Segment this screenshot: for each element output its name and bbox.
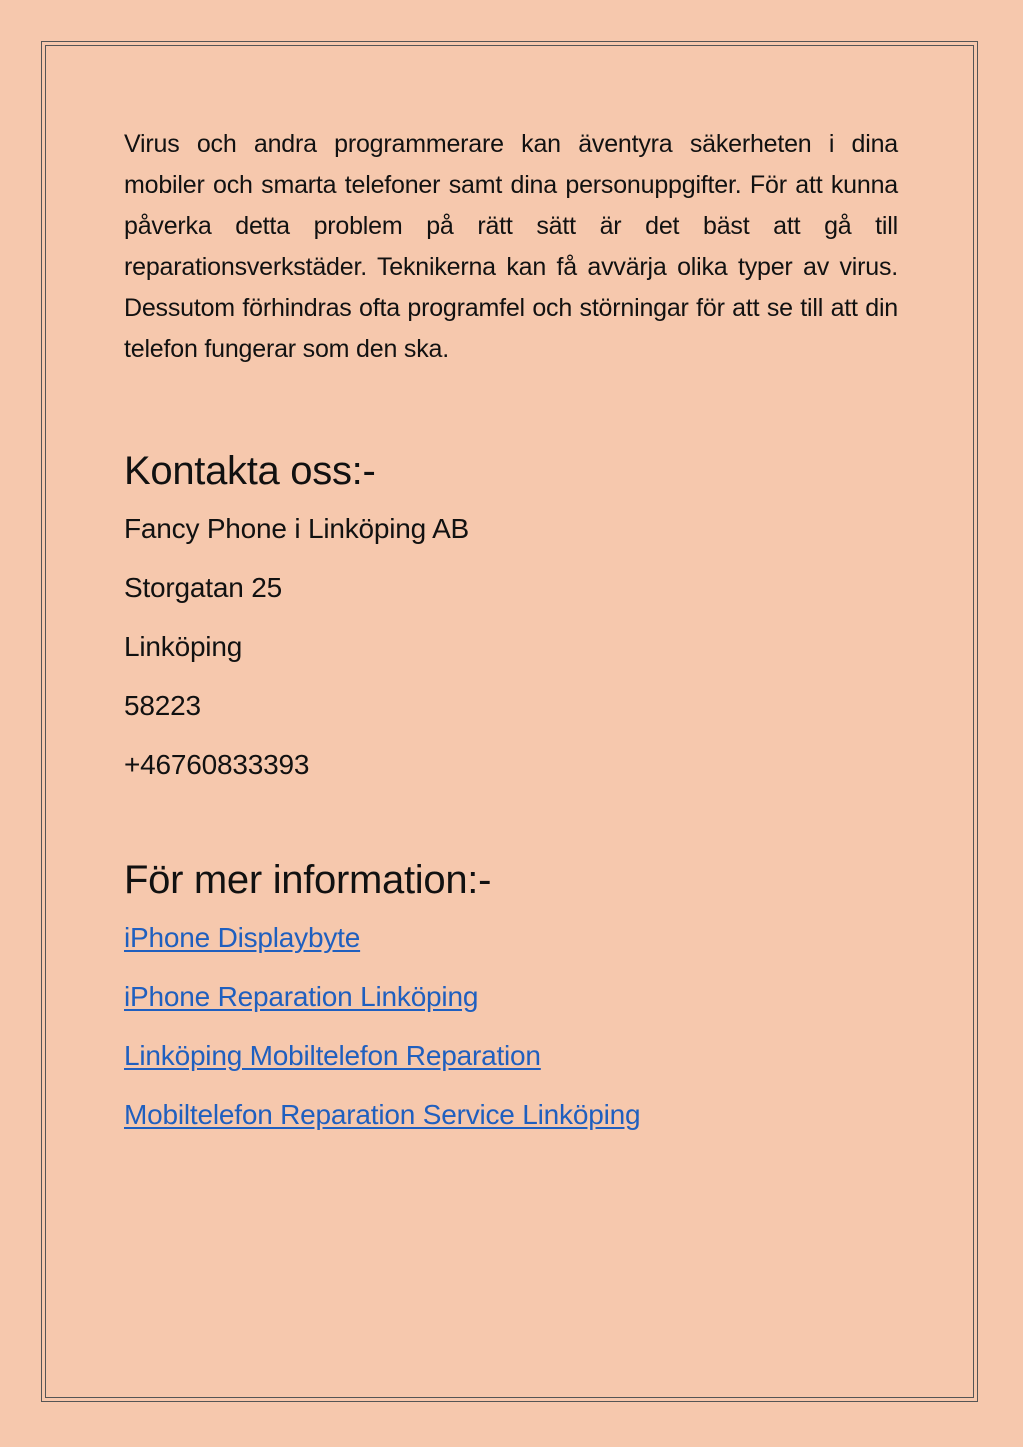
phone-number: +46760833393 — [124, 749, 310, 780]
link-iphone-displaybyte[interactable]: iPhone Displaybyte — [124, 922, 361, 953]
contact-heading: Kontakta oss:- — [124, 449, 376, 493]
link-linkoping-mobiltelefon-reparation[interactable]: Linköping Mobiltelefon Reparation — [124, 1040, 541, 1071]
page-content — [124, 124, 898, 1133]
link-iphone-reparation-linkoping[interactable]: iPhone Reparation Linköping — [124, 981, 479, 1012]
postal-code: 58223 — [124, 690, 201, 721]
street-address: Storgatan 25 — [124, 572, 282, 603]
link-mobiltelefon-reparation-service[interactable]: Mobiltelefon Reparation Service Linköping — [124, 1099, 641, 1130]
info-heading: För mer information:- — [124, 858, 492, 902]
intro-paragraph: Virus och andra programmerare kan äventyra säkerheten i dina mobiler och smarta telefoner samt dina personuppgifter. För att kunna påverka detta problem på rätt sätt är det bäst att gå till reparationsverkstäder. Teknikerna kan få avvärja olika typer av virus. Dessutom förhindras ofta programfel och störningar för att se till att din telefon fungerar som den ska. — [124, 130, 898, 363]
company-name: Fancy Phone i Linköping AB — [124, 513, 470, 544]
city: Linköping — [124, 631, 243, 662]
